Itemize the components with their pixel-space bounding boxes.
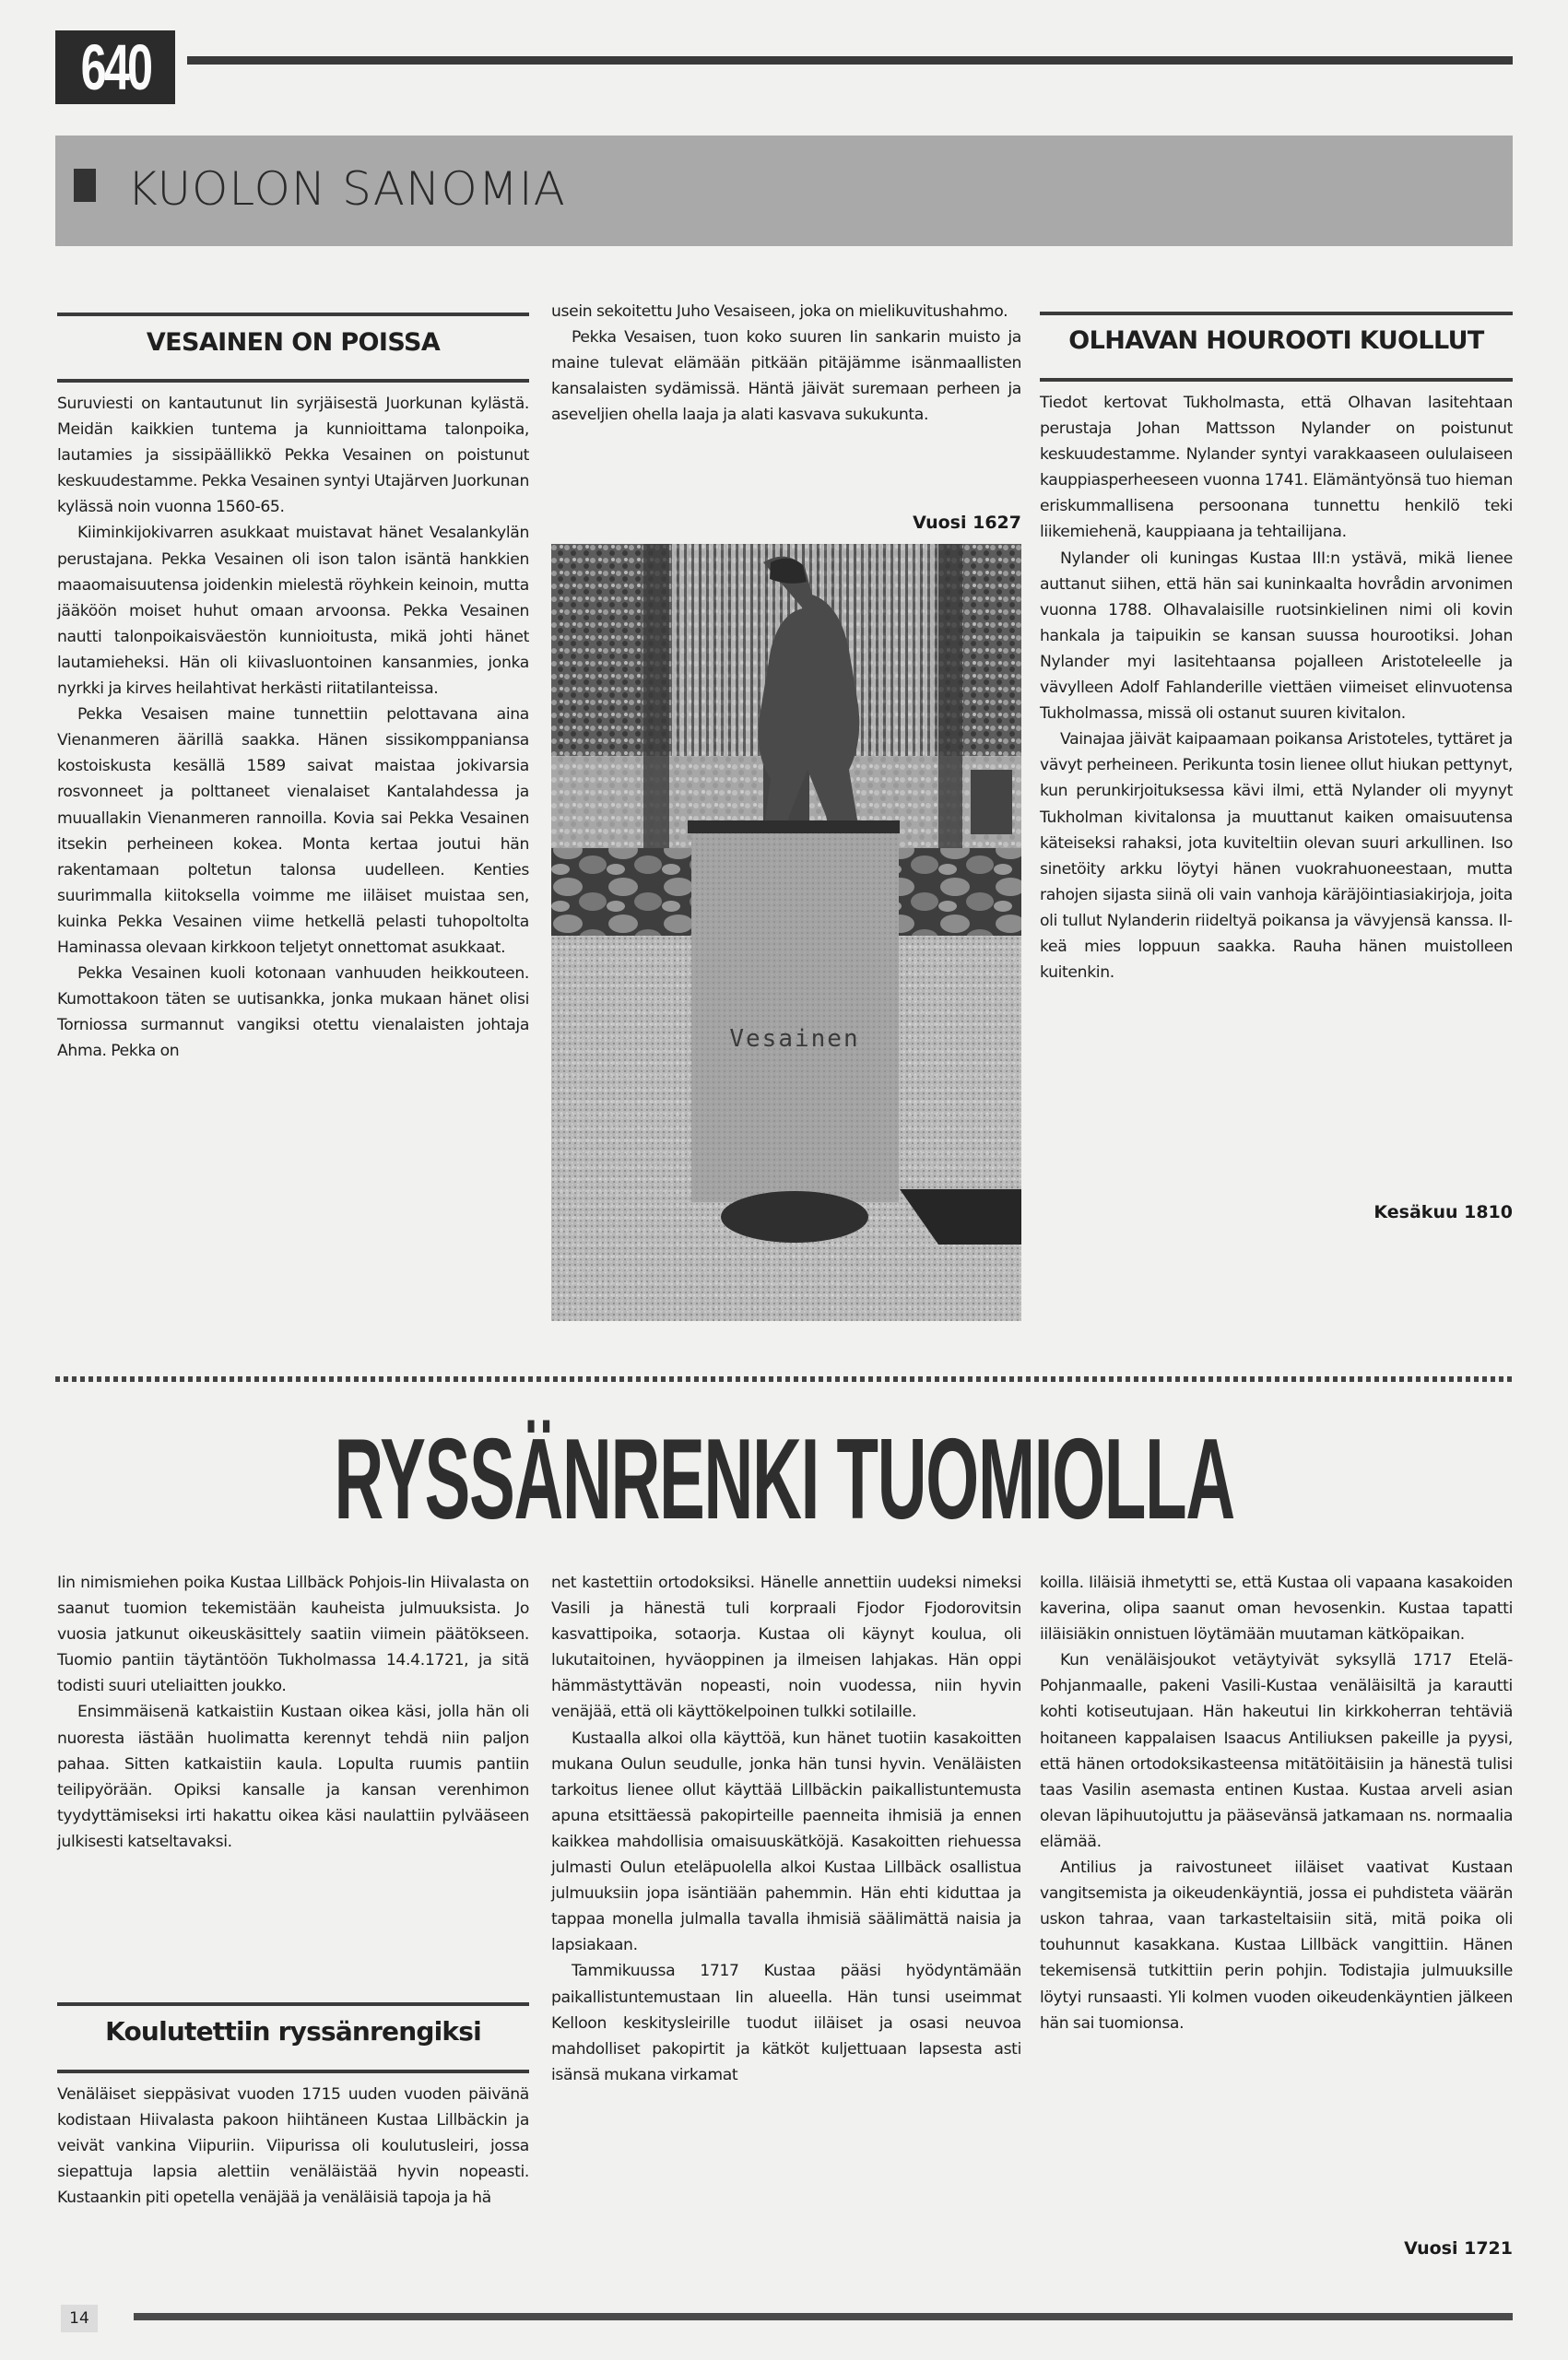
statue-photo (551, 544, 1021, 1321)
paragraph: Iin nimismiehen poika Kustaa Lillbäck Pohjois-Iin Hiivalasta on saanut tuomion tekemistään kauheista julmuuksista. Jo vuosia jatkunut oikeuskäsittely saatiin viimein päätökseen. Tuomio pantiin täytäntöön Tukholmassa 14.4.1721, ja sitä todisti suuri uteliaitten joukko. (57, 1574, 529, 1696)
headline-rule-bottom (57, 379, 529, 383)
paragraph: Kun venäläisjoukot vetäytyivät syksyllä 1717 Etelä-Pohjanmaalle, pakeni Vasili-Kustaa venäläisiltä ja karautti kohti kotiseutujaan. Hän hakeutui Iin kirkkoherran tehtäviä hoitaneen kappalaisen Isaacus Antiliuksen pakeille ja pyysi, että hänen ortodoksikasteensa mitätöitäisiin ja hänestä tulisi taas Vasilin asemasta entinen Kustaa. Kustaa arveli asian olevan läpihuutojuttu ja pääsevänsä jatkamaan ns. normaalia elämää. (1040, 1651, 1513, 1851)
square-bullet-icon (74, 169, 96, 202)
dotted-separator (55, 1376, 1513, 1382)
paragraph: Kustaalla alkoi olla käyttöä, kun hänet tuotiin kasakoitten mukana Oulun seudulle, jonka hän tunsi hyvin. Venäläisten tarkoitus lienee ollut käyttää Lillbäckin paikallistuntemusta apuna etsittäessä pakopirteille paenneita ihmisiä ja ennen kaikkea mahdollisia omaisuuskätköjä. Kasakoitten riehuessa julmasti Oulun eteläpuolella alkoi Kustaa Lillbäck osallistua julmuuksiin jopa isäntiään pahemmin. Hän ehti kiduttaa ja tappaa monella julmalla tavalla ihmisiä säälimättä naisia ja lapsiakaan. (551, 1729, 1021, 1955)
article-dateline: Vuosi 1721 (1404, 2238, 1513, 2259)
issue-number: 640 (80, 31, 150, 103)
paragraph: Antilius ja raivostuneet iiläiset vaativat Kustaan vangitsemista ja oikeudenkäyntiä, jossa ei puhdisteta väärän uskon tahraa, vaan tarkasteltaisiin sitä, mitä poika oli touhunnut kasakkana. Kustaa Lillbäck vangittiin. Hänen tekemisensä tutkittiin perin pohjin. Todistajia julmuuksille löytyi runsaasti. Yli kolmen vuoden oikeudenkäyntien jälkeen hän sai tuomionsa. (1040, 1858, 1513, 2033)
article-headline: VESAINEN ON POISSA (146, 328, 441, 357)
article-dateline: Vuosi 1627 (913, 513, 1021, 533)
paragraph: Pekka Vesaisen maine tunnettiin pelottavana aina Vienanmeren äärillä saakka. Hänen sissikomppaniansa kostoiskusta kesällä 1589 saivat maistaa jokivarsia rosvonneet ja polttaneet vienalaiset Kantalahdessa ja muuallakin Vienanmeren rannoilla. Kovia sai Pekka Vesainen itsekin perheineen kokea. Monta kertaa joutui hän rakentamaan poltetun talonsa uudelleen. Kenties suurimmalla kiitoksella voimme me iiläiset muistaa sen, kuinka Pekka Vesainen viime hetkellä pelasti tuhopoltolta Haminassa olevaan kirkkoon teljetyt onnettomat asukkaat. (57, 705, 529, 957)
subheadline-rule-top (57, 2002, 529, 2006)
article-column (1040, 1570, 1513, 2036)
headline-rule-bottom (1040, 378, 1513, 382)
main-headline (0, 1416, 1568, 1543)
paragraph: Tiedot kertovat Tukholmasta, että Olhavan lasitehtaan perustaja Johan Mattsson Nylander on poistunut keskuudestamme. Nylander syntyi varakkaaseen oululaiseen kauppiasperheeseen vuonna 1741. Elämäntyönsä tuo hieman eriskummallisena persoonana tunnettu henkilö teki liikemiehenä, kauppiaana ja tehtailijana. (1040, 394, 1513, 542)
paragraph: net kastettiin ortodoksiksi. Hänelle annettiin uudeksi nimeksi Vasili ja hänestä tuli korpraali Fjodor Fjodorovitsin kasvattipoika, sotaorja. Kustaa oli käynyt koulua, oli lukutaitoinen, hyväoppinen ja ilmeisen lahjakas. Hän oppi hämmästyttävän nopeasti, noin vuodessa, niin hyvin venäjää, että oli käyttökelpoinen tulkki sotilaille. (551, 1574, 1021, 1722)
paragraph: Ensimmäisenä katkaistiin Kustaan oikea käsi, jolla hän oli nuoresta iästään huolimatta kerennyt tehdä niin paljon pahaa. Sitten katkaistiin kaula. Lopulta ruumis pantiin teilipyörään. Opiksi kansalle ja kansan verenhimon tyydyttämiseksi irti hakattu oikea käsi naulattiin pylvääseen julkisesti katseltavaksi. (57, 1703, 529, 1851)
headline-rule-top (1040, 312, 1513, 315)
subheadline-rule-bottom (57, 2070, 529, 2073)
section-bar (55, 136, 1513, 246)
article-headline: OLHAVAN HOUROOTI KUOLLUT (1068, 326, 1484, 355)
subheadline: Koulutettiin ryssänrengiksi (105, 2016, 481, 2047)
article-column (57, 1570, 529, 1855)
article-column (57, 391, 529, 1064)
top-rule (187, 56, 1513, 65)
footer-rule (134, 2313, 1513, 2320)
statue-photo-image (551, 544, 1021, 1321)
paragraph: Tammikuussa 1717 Kustaa pääsi hyödyntämään paikallistuntemustaan Iin alueella. Hän tunsi useimmat Kelloon keskitysleirille tuodut iiläiset ja osasi neuvoa mahdolliset pakopirtit ja kätköt kuljettuaan lapsesta asti isänsä mukana virkamat (551, 1962, 1021, 2084)
article-dateline: Kesäkuu 1810 (1373, 1202, 1513, 1222)
issue-number-badge (55, 30, 175, 104)
page-number: 14 (61, 2305, 98, 2332)
paragraph: Nylander oli kuningas Kustaa III:n ystävä, mikä lienee auttanut siihen, että hän sai kuninkaalta hovrådin arvonimen vuonna 1788. Olhavalaisille ruotsinkielinen nimi oli kovin hankala ja taipuikin se kansan suussa hourootiksi. Johan Nylander myi lasitehtaansa pojalleen Aristoteleelle ja vävylleen Adolf Fahlanderille viettäen viimeiset elinvuotensa Tukholmassa, missä oli ostanut suuren kivitalon. (1040, 549, 1513, 724)
paragraph: Pekka Vesainen kuoli kotonaan vanhuuden heikkouteen. Kumottakoon täten se uutisankka, jonka mukaan hänet olisi Torniossa surmannut vangiksi otettu vienalaisten johtaja Ahma. Pekka on (57, 964, 529, 1061)
main-headline-text: RYSSÄNRENKI TUOMIOLLA (334, 1416, 1234, 1543)
paragraph: Vainajaa jäivät kaipaamaan poikansa Aristoteles, tyttäret ja vävyt perheineen. Perikunta tosin lienee ollut hiukan pettynyt, kun perunkirjoituksessa kävi ilmi, että Nylander oli myynyt Tukholman kivitalonsa ja muuttanut kaiken omaisuutensa käteiseksi rahaksi, jota kuviteltiin olevan suuri arkullinen. Iso sinetöity arkku löytyi hänen vuokrahuoneestaan, mutta rahojen sijasta siinä oli vain vanhoja käräjöintiasiakirjoja, joita oli tullut Nylanderin riideltyä poikansa ja vävyjensä kanssa. Ilkeä mies loppuun saakka. Rauha hänen muistolleen kuitenkin. (1040, 730, 1513, 983)
article-column (551, 1570, 1021, 2088)
paragraph: Pekka Vesaisen, tuon koko suuren Iin sankarin muisto ja maine tulevat elämään pitkään pitäjämme isänmaallisten kansalaisten sydämissä. Häntä jäivät suremaan perheen ja aseveljien ohella laaja ja alati kasvava sukukunta. (551, 328, 1021, 425)
article-column (1040, 390, 1513, 985)
paragraph: usein sekoitettu Juho Vesaiseen, joka on mielikuvitushahmo. (551, 302, 1008, 321)
paragraph: Venäläiset sieppäsivat vuoden 1715 uuden vuoden päivänä kodistaan Hiivalasta pakoon hiihtäneen Kustaa Lillbäckin ja veivät vankina Viipuriin. Viipurissa oli koulutusleiri, jossa siepattuja lapsia alettiin venäläistää hyvin nopeasti. Kustaankin piti opetella venäjää ja venäläisiä tapoja ja hä (57, 2085, 529, 2208)
section-title: KUOLON SANOMIA (127, 162, 566, 216)
article-column (57, 2082, 529, 2211)
paragraph: Suruviesti on kantautunut Iin syrjäisestä Juorkunan kylästä. Meidän kaikkien tuntema ja kunnioittama talonpoika, lautamies ja sissipäällikkö Pekka Vesainen on poistunut keskuudestamme. Pekka Vesainen syntyi Utajärven Juorkunan kylässä noin vuonna 1560-65. (57, 395, 530, 517)
pedestal-inscription: Vesainen (729, 1025, 860, 1053)
article-column (551, 299, 1021, 428)
headline-rule-top (57, 313, 529, 316)
paragraph: koilla. Iiläisiä ihmetytti se, että Kustaa oli vapaana kasakoiden kaverina, olipa saanut oman hevosenkin. Kustaa tapatti iiläisiäkin onnistuen löytämään muutaman kätköpaikan. (1040, 1574, 1513, 1645)
paragraph: Kiiminkijokivarren asukkaat muistavat hänet Vesalankylän perustajana. Pekka Vesainen oli ison talon isäntä hankkien maaomaisuutensa joidenkin mielestä röyhkein keinoin, mutta jääköön moiset huhut omaan arvoonsa. Pekka Vesainen nautti talonpoikaisväestön kunnioitusta, mikä johti hänet lautamieheksi. Hän oli kiivasluontoinen kansanmies, jonka nyrkki ja kirves heilahtivat herkästi riitatilanteissa. (57, 524, 529, 699)
